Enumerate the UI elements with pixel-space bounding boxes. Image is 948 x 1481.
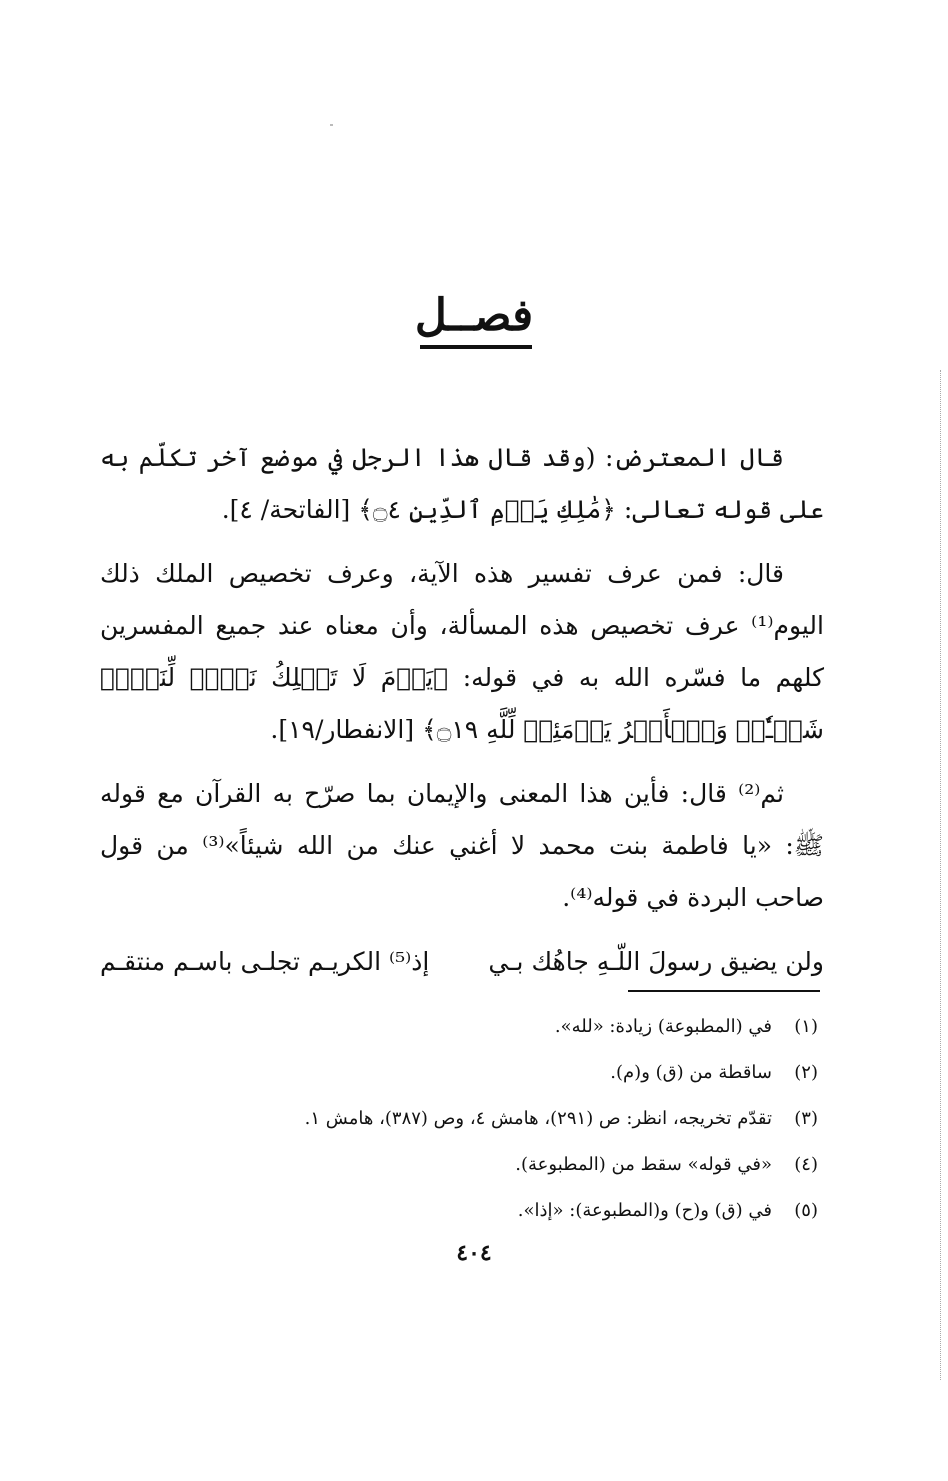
page-edge (940, 370, 941, 1380)
verse-second-hemistich: إذ⁽⁵⁾ الكريـم تجلـى باسـم منتقـم (100, 947, 430, 976)
poetry-verse (100, 936, 824, 988)
paragraph-3: ثم⁽²⁾ قال: فأين هذا المعنى والإيمان بما صرّح به القرآن مع قوله ﷺ: «يا فاطمة بنت محمد لا أغني عنك من الله شيئاً»⁽³⁾ من قول صاحب البردة في قوله⁽⁴⁾. (100, 779, 824, 912)
footnote-5 (100, 1188, 818, 1234)
main-text (100, 432, 824, 988)
footnote-number: (٢) (794, 1062, 818, 1083)
title-underline (420, 345, 532, 349)
footnote-1 (100, 1004, 818, 1050)
footnote-text: تقدّم تخريجه، انظر: ص (٢٩١)، هامش ٤، وص (٣٨٧)، هامش ١. (304, 1108, 772, 1129)
footnote-text: ساقطة من (ق) و(م). (610, 1062, 772, 1083)
verse-first-hemistich: ولن يضيق رسولَ اللّـهِ جاهُك بـي (488, 947, 824, 976)
footnote-text: في (ق) و(ح) و(المطبوعة): «إذا». (517, 1200, 772, 1221)
footnote-number: (٥) (794, 1200, 818, 1221)
footnote-4 (100, 1142, 818, 1188)
footnotes (100, 1004, 818, 1234)
footnote-number: (١) (794, 1016, 818, 1037)
speck (330, 124, 333, 126)
page-number: ٤٠٤ (456, 1240, 492, 1266)
footnote-number: (٣) (794, 1108, 818, 1129)
footnote-2 (100, 1050, 818, 1096)
footnote-3 (100, 1096, 818, 1142)
footnote-text: «في قوله» سقط من (المطبوعة). (515, 1154, 772, 1175)
footnote-separator (628, 990, 820, 992)
paragraph-1: قال المعترض: (وقد قال هذا الرجل في موضع آخر تكلّم به على قوله تعالى: ﴿مَٰلِكِ يَوۡمِ ٱلدِّينِ ۝٤﴾ [الفاتحة/ ٤]. (100, 443, 824, 524)
footnote-text: في (المطبوعة) زيادة: «لله». (554, 1016, 772, 1037)
paragraph-2: قال: فمن عرف تفسير هذه الآية، وعرف تخصيص الملك ذلك اليوم⁽¹⁾ عرف تخصيص هذه المسألة، وأن معناه عند جميع المفسرين كلهم ما فسّره الله به في قوله: ﴿يَوۡمَ لَا تَمۡلِكُ نَفۡسٞ لِّنَفۡسٖ شَيۡـٔٗاۖ وَٱلۡأَمۡرُ يَوۡمَئِذٖ لِّلَّهِ ۝١٩﴾ [الانفطار/١٩]. (100, 559, 824, 744)
footnote-number: (٤) (794, 1154, 818, 1175)
chapter-title: فصــل (414, 290, 534, 341)
